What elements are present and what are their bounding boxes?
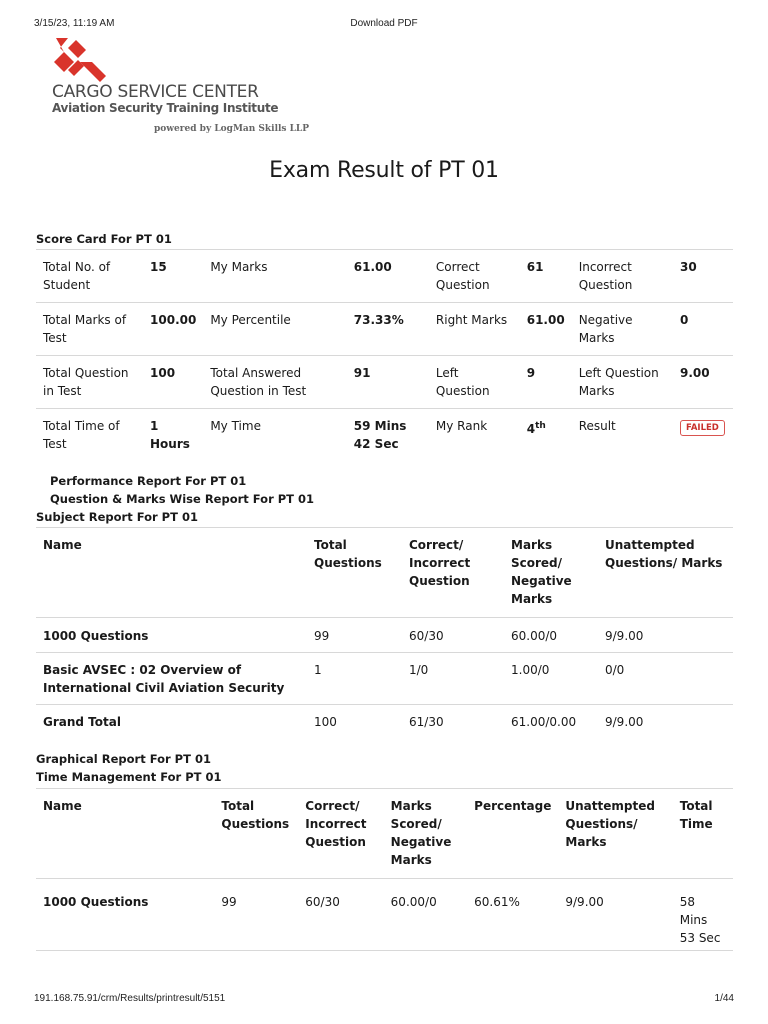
scorecard-value <box>143 409 203 462</box>
table-cell: 61.00/0.00 <box>511 715 577 729</box>
scorecard-value-text: 59 Mins 42 Sec <box>353 419 407 451</box>
scorecard-value-text: 4 <box>526 422 536 436</box>
scorecard-row <box>36 303 733 356</box>
table-row <box>36 879 733 951</box>
scorecard-label: Left Question Marks <box>578 366 659 398</box>
table-header-row <box>36 528 733 618</box>
table-cell: 99 <box>221 895 237 909</box>
column-header: Total Questions <box>314 538 382 570</box>
scorecard-heading: Score Card For PT 01 <box>36 232 172 246</box>
table-cell: 60.00/0 <box>390 895 437 909</box>
scorecard-value-text: 73.33% <box>353 313 404 327</box>
scorecard-value <box>673 303 733 356</box>
column-header: Name <box>43 799 82 813</box>
table-header-row <box>36 789 733 879</box>
table-cell: 60.00/0 <box>511 629 558 643</box>
scorecard-label: Incorrect Question <box>578 260 633 292</box>
table-cell: 9/9.00 <box>565 895 604 909</box>
graphical-heading: Graphical Report For PT 01 <box>36 752 211 766</box>
scorecard-value <box>520 250 572 303</box>
table-cell: 60/30 <box>305 895 340 909</box>
table-row <box>36 705 733 739</box>
table-cell: 60.61% <box>474 895 520 909</box>
scorecard-row <box>36 409 733 462</box>
table-cell: 0/0 <box>605 663 625 677</box>
scorecard-label: Total Marks of Test <box>43 313 127 345</box>
scorecard-row <box>36 356 733 409</box>
row-name-cell: Grand Total <box>43 715 121 729</box>
scorecard-value-text: 9.00 <box>680 366 710 380</box>
table-cell: 60/30 <box>409 629 444 643</box>
scorecard-value <box>520 303 572 356</box>
scorecard-label: My Percentile <box>210 313 291 327</box>
scorecard-label: Total Time of Test <box>43 419 120 451</box>
cargo-logo-icon <box>50 38 110 82</box>
subject-report-table <box>36 527 733 738</box>
scorecard-value <box>347 409 429 462</box>
scorecard-value <box>347 303 429 356</box>
result-badge: FAILED <box>680 420 725 436</box>
table-cell: 99 <box>314 629 330 643</box>
scorecard-value-text: 61 <box>526 260 544 274</box>
scorecard-value-text: 91 <box>353 366 371 380</box>
row-name-cell: 1000 Questions <box>43 895 149 909</box>
scorecard-value-text: 0 <box>680 313 689 327</box>
table-cell: 58 Mins 53 Sec <box>679 895 721 945</box>
scorecard-value <box>143 250 203 303</box>
scorecard-value <box>673 409 733 462</box>
table-cell: 100 <box>314 715 337 729</box>
scorecard-value-text: 1 Hours <box>150 419 190 451</box>
table-cell: 9/9.00 <box>605 629 644 643</box>
scorecard-value-text: 100.00 <box>150 313 197 327</box>
column-header: Correct/ Incorrect Question <box>409 538 471 588</box>
scorecard-label: My Time <box>210 419 261 433</box>
column-header: Unattempted Questions/ Marks <box>605 538 723 570</box>
column-header: Total Questions <box>221 799 290 831</box>
row-name-cell: Basic AVSEC : 02 Overview of International Civil Aviation Security <box>43 663 285 695</box>
question-marks-heading: Question & Marks Wise Report For PT 01 <box>50 492 315 506</box>
column-header: Total Time <box>679 799 713 831</box>
rank-suffix: th <box>535 421 546 431</box>
performance-heading: Performance Report For PT 01 <box>50 474 247 488</box>
logo-powered-by: powered by LogMan Skills LLP <box>154 124 310 134</box>
time-management-heading: Time Management For PT 01 <box>36 770 222 784</box>
scorecard-label: Total No. of Student <box>43 260 111 292</box>
scorecard-value <box>347 250 429 303</box>
scorecard-value <box>520 409 572 462</box>
page-title: Exam Result of PT 01 <box>269 158 499 183</box>
scorecard-label: Right Marks <box>435 313 508 327</box>
scorecard-value-text: 100 <box>150 366 176 380</box>
logo-subtitle: Aviation Security Training Institute <box>52 101 279 115</box>
print-datetime: 3/15/23, 11:19 AM <box>34 18 115 29</box>
table-row <box>36 618 733 653</box>
table-cell: 1 <box>314 663 322 677</box>
subject-report-heading: Subject Report For PT 01 <box>36 510 198 524</box>
row-name-cell: 1000 Questions <box>43 629 149 643</box>
table-cell: 61/30 <box>409 715 444 729</box>
column-header: Percentage <box>474 799 552 813</box>
scorecard-value-text: 15 <box>150 260 167 274</box>
scorecard-value-text: 9 <box>526 366 536 380</box>
scorecard-value <box>520 356 572 409</box>
table-row <box>36 653 733 705</box>
column-header: Name <box>43 538 82 552</box>
column-header: Unattempted Questions/ Marks <box>565 799 655 849</box>
scorecard-value-text: 61.00 <box>526 313 565 327</box>
column-header: Correct/ Incorrect Question <box>305 799 367 849</box>
scorecard-label: Result <box>578 419 616 433</box>
column-header: Marks Scored/ Negative Marks <box>511 538 572 606</box>
scorecard-label: My Marks <box>210 260 268 274</box>
scorecard-label: Total Question in Test <box>43 366 129 398</box>
print-url: 191.168.75.91/crm/Results/printresult/5151 <box>34 993 226 1004</box>
page-number: 1/44 <box>714 993 734 1004</box>
scorecard-value-text: 30 <box>680 260 697 274</box>
scorecard-label: Negative Marks <box>578 313 633 345</box>
scorecard-value-text: 61.00 <box>353 260 392 274</box>
scorecard-value <box>673 356 733 409</box>
scorecard-value <box>143 356 203 409</box>
scorecard-value <box>347 356 429 409</box>
scorecard-value <box>673 250 733 303</box>
scorecard-value <box>143 303 203 356</box>
logo-title: CARGO SERVICE CENTER <box>52 82 259 102</box>
scorecard-label: Correct Question <box>435 260 490 292</box>
table-cell: 1/0 <box>409 663 429 677</box>
company-logo <box>50 38 310 138</box>
column-header: Marks Scored/ Negative Marks <box>390 799 452 867</box>
time-management-table <box>36 788 733 951</box>
table-cell: 1.00/0 <box>511 663 550 677</box>
scorecard-label: Total Answered Question in Test <box>210 366 307 398</box>
scorecard-table <box>36 249 733 461</box>
scorecard-row <box>36 250 733 303</box>
print-title: Download PDF <box>350 18 418 29</box>
table-cell: 9/9.00 <box>605 715 644 729</box>
scorecard-label: Left Question <box>435 366 490 398</box>
scorecard-label: My Rank <box>435 419 488 433</box>
